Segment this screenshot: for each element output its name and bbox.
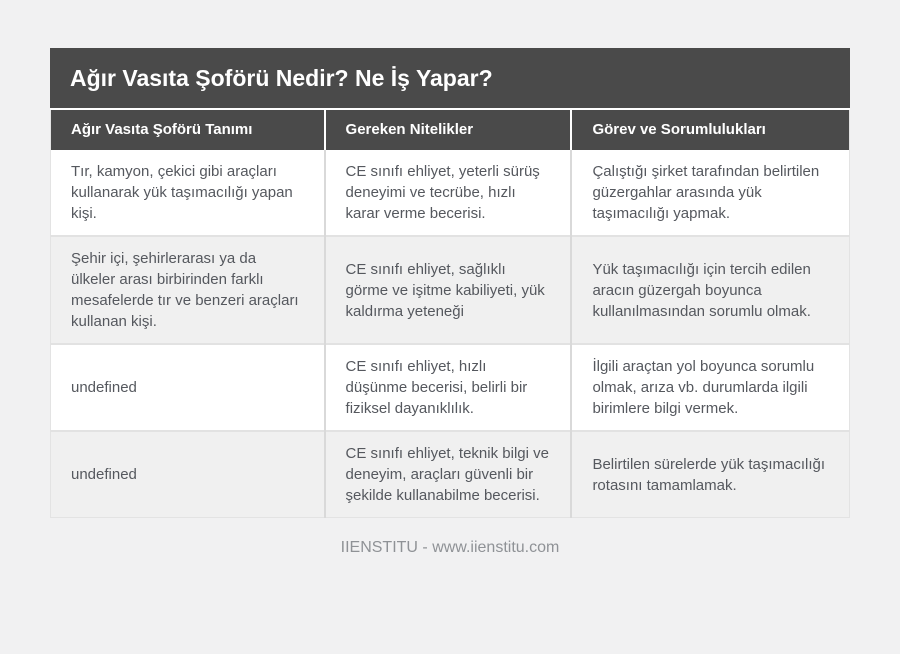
cell-tanim-2: Şehir içi, şehirlerarası ya da ülkeler arası birbirinden farklı mesafelerde tır ve benzeri araçları kullanan kişi. xyxy=(51,236,325,344)
cell-tanim-3: undefined xyxy=(51,344,325,431)
table-header-row xyxy=(51,110,850,150)
data-table xyxy=(50,110,850,518)
column-header-nitelikler: Gereken Nitelikler xyxy=(325,110,572,150)
cell-gorev-1: Çalıştığı şirket tarafından belirtilen güzergahlar arasında yük taşımacılığı yapmak. xyxy=(571,150,849,236)
cell-nitelik-4: CE sınıfı ehliyet, teknik bilgi ve deneyim, araçları güvenli bir şekilde kullanabilme becerisi. xyxy=(325,431,572,518)
table-row xyxy=(51,150,850,236)
cell-tanim-4: undefined xyxy=(51,431,325,518)
table-row xyxy=(51,344,850,431)
table-title: Ağır Vasıta Şoförü Nedir? Ne İş Yapar? xyxy=(50,48,850,110)
table-row xyxy=(51,236,850,344)
info-table-card xyxy=(50,48,850,518)
cell-tanim-1: Tır, kamyon, çekici gibi araçları kullanarak yük taşımacılığı yapan kişi. xyxy=(71,163,293,222)
cell-gorev-3: İlgili araçtan yol boyunca sorumlu olmak, arıza vb. durumlarda ilgili birimlere bilgi vermek. xyxy=(571,344,849,431)
cell-nitelik-3: CE sınıfı ehliyet, hızlı düşünme becerisi, belirli bir fiziksel dayanıklılık. xyxy=(325,344,572,431)
column-header-gorevler: Görev ve Sorumlulukları xyxy=(571,110,849,150)
cell-nitelik-2: CE sınıfı ehliyet, sağlıklı görme ve işitme kabiliyeti, yük kaldırma yeteneği xyxy=(325,236,572,344)
column-header-tanim: Ağır Vasıta Şoförü Tanımı xyxy=(51,110,325,150)
cell-nitelik-1: CE sınıfı ehliyet, yeterli sürüş deneyimi ve tecrübe, hızlı karar verme becerisi. xyxy=(325,150,572,236)
cell-gorev-4: Belirtilen sürelerde yük taşımacılığı rotasını tamamlamak. xyxy=(571,431,849,518)
table-row xyxy=(51,431,850,518)
footer-attribution: IIENSTITU - www.iienstitu.com xyxy=(340,539,560,556)
page-background xyxy=(0,48,900,654)
cell-gorev-2: Yük taşımacılığı için tercih edilen aracın güzergah boyunca kullanılmasından sorumlu olmak. xyxy=(571,236,849,344)
